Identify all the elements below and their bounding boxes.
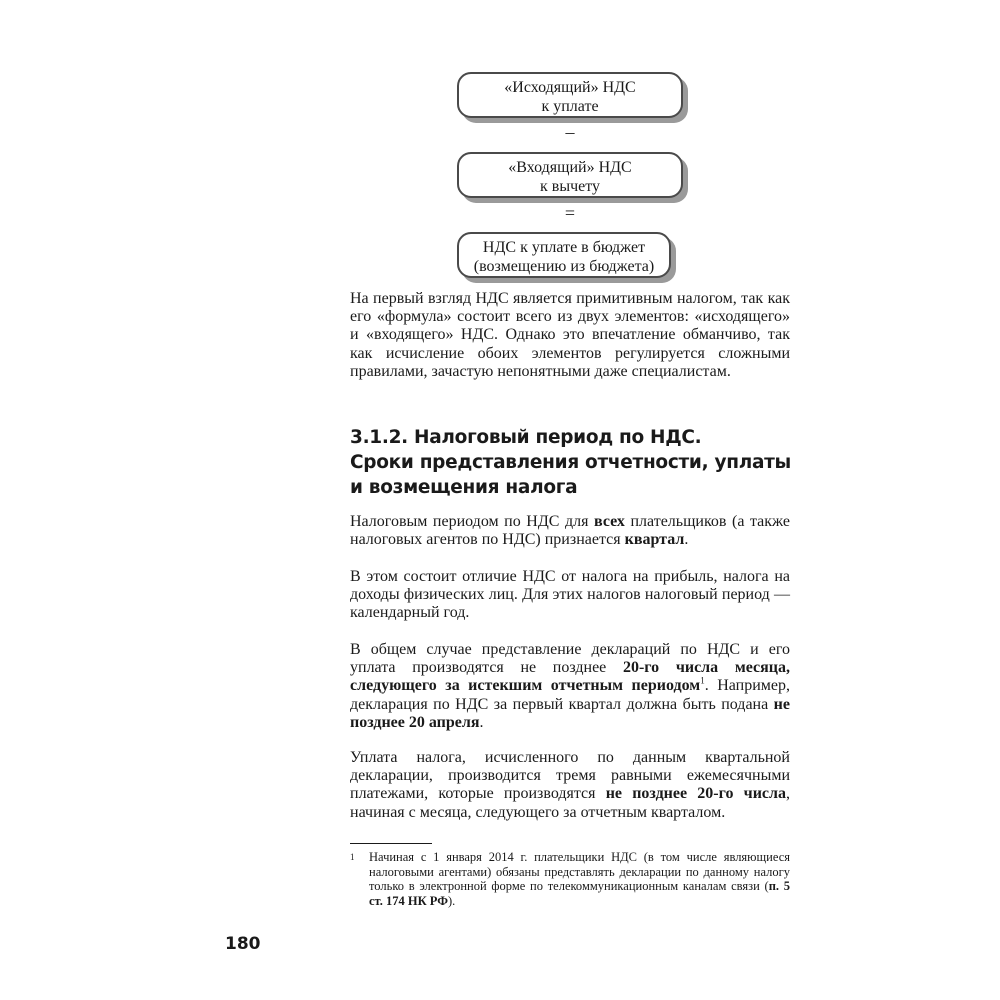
tax-period-paragraph bbox=[350, 513, 790, 549]
text-run: . bbox=[684, 531, 689, 549]
deadline-paragraph bbox=[350, 641, 790, 732]
text-run: . Например, декларация по НДС за первый квартал должна быть подана bbox=[350, 677, 790, 713]
bold-run: не позднее 20 апреля bbox=[350, 695, 790, 731]
page-number: 180 bbox=[225, 934, 261, 954]
text-run: ). bbox=[447, 893, 456, 908]
formula-box-incoming-vat bbox=[457, 152, 683, 198]
heading-line: 3.1.2. Налоговый период по НДС. bbox=[350, 427, 702, 448]
footnote-number: 1 bbox=[350, 852, 355, 862]
bold-run: не позднее 20-го числа bbox=[605, 785, 786, 803]
text-run: Налоговым периодом по НДС для bbox=[350, 513, 594, 530]
heading-line: Сроки представления отчетности, уплаты bbox=[350, 452, 791, 473]
footnote-text bbox=[369, 850, 790, 908]
section-heading bbox=[350, 425, 790, 500]
intro-paragraph: На первый взгляд НДС является примитивным налогом, так как его «формула» состоит всего из двух элементов: «исходящего» и «входящего» НДС. Однако это впечатление обманчиво, так как исчисление обоих элементов регулируется сложными правилами, зачастую непонятными даже специалистам. bbox=[350, 290, 790, 380]
footnote-divider bbox=[350, 843, 432, 844]
heading-line: и возмещения налога bbox=[350, 477, 578, 498]
bold-run: п. 5 ст. 174 НК РФ bbox=[369, 879, 791, 908]
text-run: , начиная с месяца, следующего за отчетным кварталом. bbox=[350, 785, 790, 821]
text-run: Начиная с 1 января 2014 г. плательщики НДС (в том числе являющиеся налоговыми агентами) обязаны представлять декларации по данному налогу только в электронной форме по телекоммуникационным каналам связи ( bbox=[369, 850, 790, 894]
box-line: «Входящий» НДС bbox=[508, 159, 632, 176]
text-run: В общем случае представление деклараций по НДС и его уплата производятся не позднее bbox=[350, 641, 790, 677]
text-run: Уплата налога, исчисленного по данным квартальной декларации, производится тремя равными ежемесячными платежами, которые производятся bbox=[350, 749, 790, 803]
text-run: . bbox=[479, 713, 484, 731]
difference-paragraph: В этом состоит отличие НДС от налога на прибыль, налога на доходы физических лиц. Для этих налогов налоговый период — календарный год. bbox=[350, 568, 790, 622]
box-line: (возмещению из бюджета) bbox=[473, 258, 655, 275]
text-run: плательщиков (а также налоговых агентов по НДС) признается bbox=[350, 513, 790, 549]
box-line: к уплате bbox=[541, 98, 599, 115]
footnote-reference: 1 bbox=[700, 676, 705, 687]
formula-box-outgoing-vat bbox=[457, 72, 683, 118]
formula-box-vat-payable bbox=[457, 232, 671, 278]
box-line: «Исходящий» НДС bbox=[504, 79, 636, 96]
box-line: к вычету bbox=[539, 178, 600, 195]
payment-paragraph bbox=[350, 749, 790, 822]
bold-run: всех bbox=[594, 513, 625, 530]
box-line: НДС к уплате в бюджет bbox=[482, 239, 646, 256]
bold-run: квартал bbox=[624, 531, 685, 549]
bold-run: 20-го числа месяца, следующего за истекшим отчетным периодом bbox=[350, 659, 791, 695]
equals-operator: = bbox=[564, 203, 576, 223]
minus-operator: – bbox=[565, 122, 575, 142]
